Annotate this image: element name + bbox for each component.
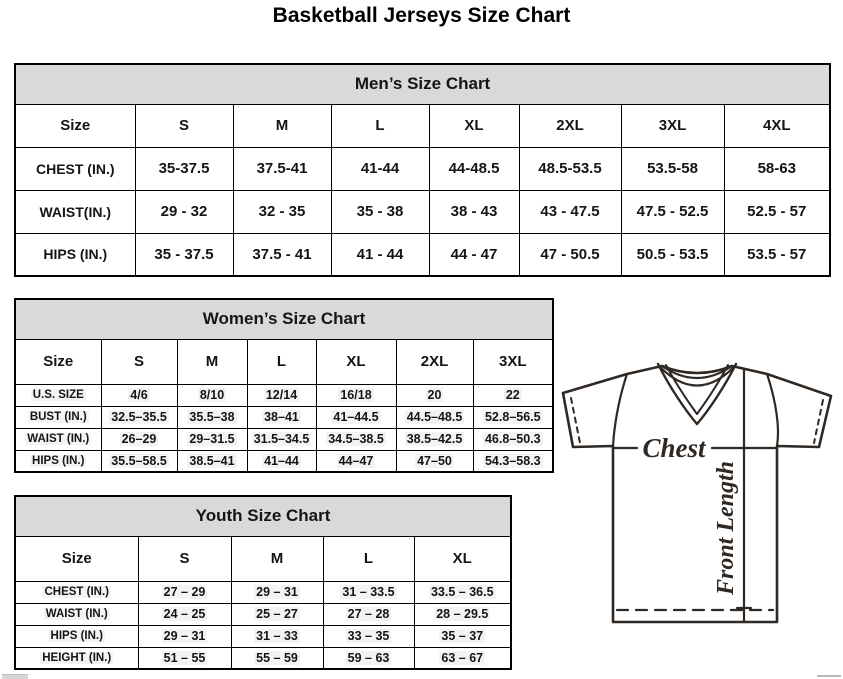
size-value-cell: 44.5–48.5 — [396, 406, 473, 428]
size-value-cell: 4/6 — [101, 384, 177, 406]
column-header: S — [101, 339, 177, 384]
size-value-cell: 46.8–50.3 — [473, 428, 553, 450]
ui-artifact-handle-left — [2, 674, 28, 679]
size-value-cell: 29 – 31 — [138, 625, 231, 647]
size-value-cell: 53.5-58 — [621, 147, 724, 190]
table-row — [15, 647, 511, 669]
mens-size-chart — [14, 63, 829, 277]
size-value-cell: 27 – 28 — [323, 603, 414, 625]
size-value-cell: 41 - 44 — [331, 233, 429, 276]
table-row — [15, 147, 830, 190]
size-value-cell: 27 – 29 — [138, 581, 231, 603]
size-value-cell: 50.5 - 53.5 — [621, 233, 724, 276]
size-value-cell: 58-63 — [724, 147, 830, 190]
size-value-cell: 32.5–35.5 — [101, 406, 177, 428]
size-value-cell: 32 - 35 — [233, 190, 331, 233]
size-value-cell: 35-37.5 — [135, 147, 233, 190]
size-value-cell: 34.5–38.5 — [316, 428, 396, 450]
size-table — [14, 298, 554, 473]
column-header: Size — [15, 536, 138, 581]
size-value-cell: 25 – 27 — [231, 603, 323, 625]
column-header: S — [138, 536, 231, 581]
row-label: WAIST (IN.) — [15, 428, 101, 450]
table-row — [15, 406, 553, 428]
table-row — [15, 233, 830, 276]
row-label: BUST (IN.) — [15, 406, 101, 428]
column-header: M — [177, 339, 247, 384]
size-table — [14, 495, 512, 670]
table-row — [15, 603, 511, 625]
column-header: Size — [15, 339, 101, 384]
size-value-cell: 38.5–41 — [177, 450, 247, 472]
size-value-cell: 22 — [473, 384, 553, 406]
table-row — [15, 581, 511, 603]
size-value-cell: 47 - 50.5 — [519, 233, 621, 276]
column-header-row — [15, 104, 830, 147]
size-value-cell: 55 – 59 — [231, 647, 323, 669]
size-value-cell: 51 – 55 — [138, 647, 231, 669]
table-row — [15, 625, 511, 647]
ui-artifact-handle-right — [817, 675, 841, 677]
front-length-label: Front Length — [713, 460, 739, 596]
chest-label: Chest — [642, 433, 706, 463]
size-value-cell: 48.5-53.5 — [519, 147, 621, 190]
size-value-cell: 8/10 — [177, 384, 247, 406]
column-header: S — [135, 104, 233, 147]
table-row — [15, 428, 553, 450]
column-header: M — [233, 104, 331, 147]
jersey-outline — [563, 366, 831, 622]
column-header: XL — [414, 536, 511, 581]
youth-size-chart — [14, 495, 510, 670]
size-value-cell: 37.5 - 41 — [233, 233, 331, 276]
page-title: Basketball Jerseys Size Chart — [272, 4, 571, 27]
row-label: WAIST(IN.) — [15, 190, 135, 233]
table-row — [15, 450, 553, 472]
size-value-cell: 20 — [396, 384, 473, 406]
size-table — [14, 63, 831, 277]
size-value-cell: 29–31.5 — [177, 428, 247, 450]
column-header: M — [231, 536, 323, 581]
row-label: HIPS (IN.) — [15, 233, 135, 276]
size-value-cell: 44-48.5 — [429, 147, 519, 190]
size-value-cell: 44–47 — [316, 450, 396, 472]
size-value-cell: 38–41 — [247, 406, 316, 428]
table-title: Men’s Size Chart — [15, 64, 830, 104]
column-header: 2XL — [396, 339, 473, 384]
column-header-row — [15, 536, 511, 581]
column-header: L — [247, 339, 316, 384]
column-header: XL — [429, 104, 519, 147]
size-value-cell: 35.5–58.5 — [101, 450, 177, 472]
size-value-cell: 41-44 — [331, 147, 429, 190]
table-title-row — [15, 64, 830, 104]
column-header: XL — [316, 339, 396, 384]
size-value-cell: 47.5 - 52.5 — [621, 190, 724, 233]
row-label: HIPS (IN.) — [15, 450, 101, 472]
row-label: CHEST (IN.) — [15, 147, 135, 190]
table-row — [15, 384, 553, 406]
column-header: L — [323, 536, 414, 581]
size-value-cell: 12/14 — [247, 384, 316, 406]
table-title: Women’s Size Chart — [15, 299, 553, 339]
size-value-cell: 16/18 — [316, 384, 396, 406]
column-header: L — [331, 104, 429, 147]
row-label: HEIGHT (IN.) — [15, 647, 138, 669]
column-header: Size — [15, 104, 135, 147]
size-value-cell: 63 – 67 — [414, 647, 511, 669]
size-value-cell: 38 - 43 — [429, 190, 519, 233]
size-value-cell: 29 – 31 — [231, 581, 323, 603]
size-value-cell: 35 - 38 — [331, 190, 429, 233]
size-value-cell: 31.5–34.5 — [247, 428, 316, 450]
size-value-cell: 41–44.5 — [316, 406, 396, 428]
size-value-cell: 52.8–56.5 — [473, 406, 553, 428]
column-header: 4XL — [724, 104, 830, 147]
size-value-cell: 26–29 — [101, 428, 177, 450]
column-header: 3XL — [621, 104, 724, 147]
size-value-cell: 38.5–42.5 — [396, 428, 473, 450]
jersey-diagram — [556, 356, 840, 632]
size-value-cell: 29 - 32 — [135, 190, 233, 233]
row-label: U.S. SIZE — [15, 384, 101, 406]
size-value-cell: 59 – 63 — [323, 647, 414, 669]
row-label: WAIST (IN.) — [15, 603, 138, 625]
size-value-cell: 31 – 33 — [231, 625, 323, 647]
size-value-cell: 35 - 37.5 — [135, 233, 233, 276]
row-label: CHEST (IN.) — [15, 581, 138, 603]
size-value-cell: 35 – 37 — [414, 625, 511, 647]
table-title-row — [15, 496, 511, 536]
size-value-cell: 28 – 29.5 — [414, 603, 511, 625]
size-value-cell: 33.5 – 36.5 — [414, 581, 511, 603]
row-label: HIPS (IN.) — [15, 625, 138, 647]
table-title-row — [15, 299, 553, 339]
size-value-cell: 24 – 25 — [138, 603, 231, 625]
size-value-cell: 33 – 35 — [323, 625, 414, 647]
size-value-cell: 37.5-41 — [233, 147, 331, 190]
column-header-row — [15, 339, 553, 384]
size-value-cell: 47–50 — [396, 450, 473, 472]
table-title: Youth Size Chart — [15, 496, 511, 536]
size-value-cell: 35.5–38 — [177, 406, 247, 428]
size-value-cell: 31 – 33.5 — [323, 581, 414, 603]
table-row — [15, 190, 830, 233]
column-header: 2XL — [519, 104, 621, 147]
size-value-cell: 43 - 47.5 — [519, 190, 621, 233]
size-value-cell: 44 - 47 — [429, 233, 519, 276]
size-value-cell: 52.5 - 57 — [724, 190, 830, 233]
womens-size-chart — [14, 298, 552, 473]
column-header: 3XL — [473, 339, 553, 384]
size-value-cell: 54.3–58.3 — [473, 450, 553, 472]
size-value-cell: 53.5 - 57 — [724, 233, 830, 276]
size-value-cell: 41–44 — [247, 450, 316, 472]
